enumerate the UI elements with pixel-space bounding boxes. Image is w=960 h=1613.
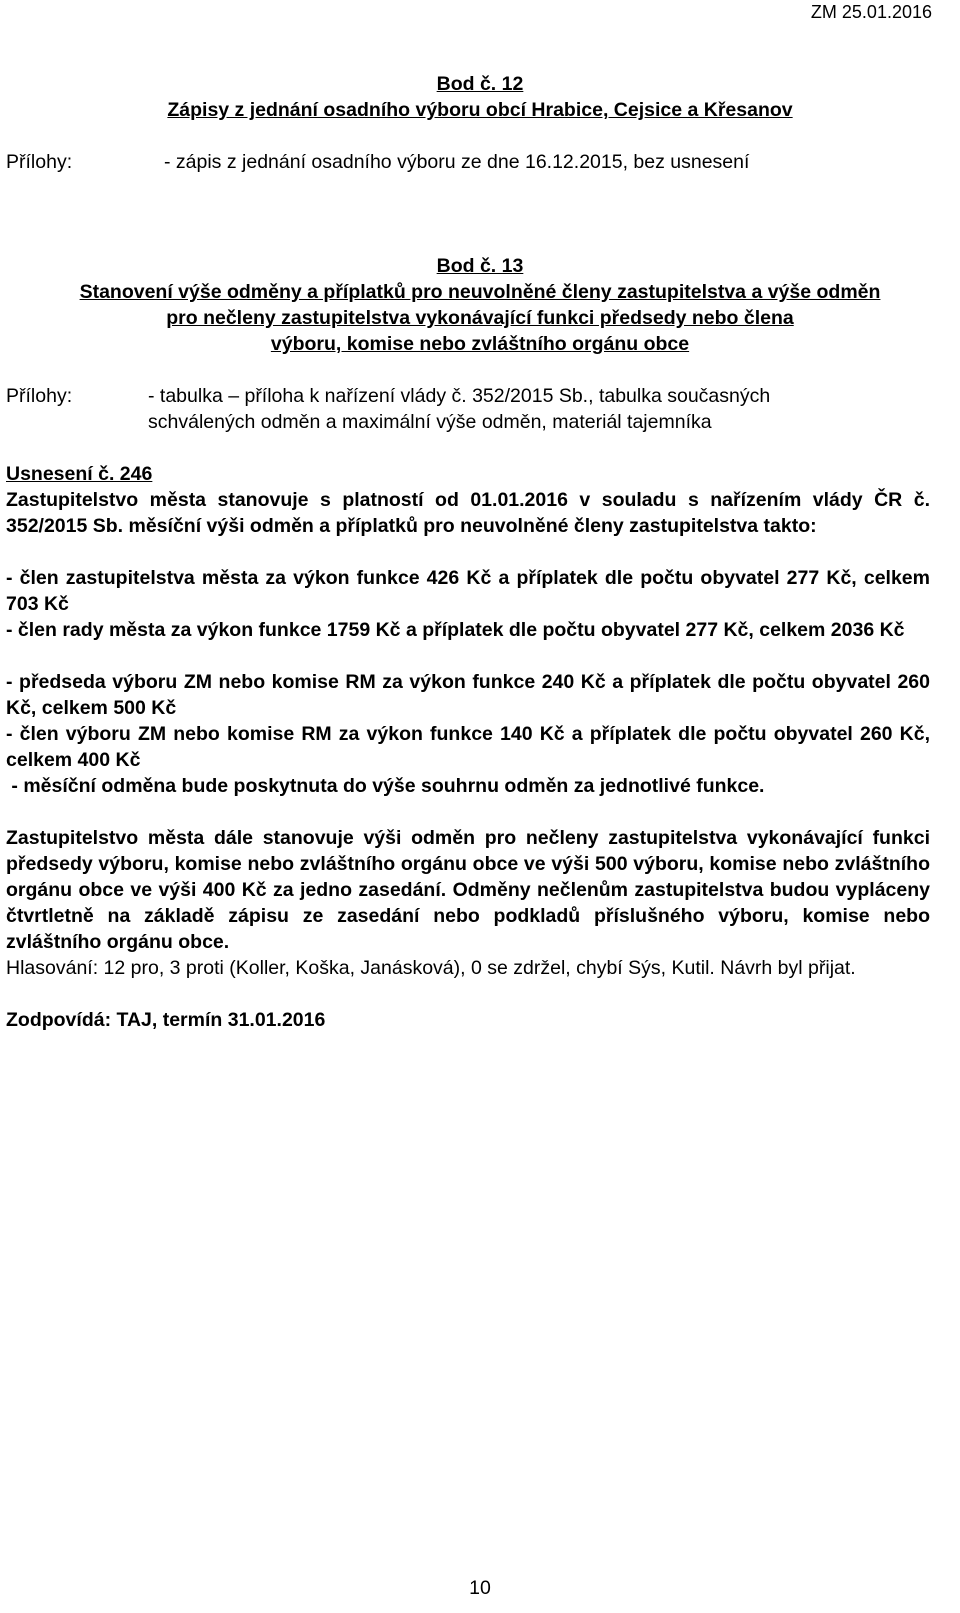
- resolution-item: - člen zastupitelstva města za výkon funkce 426 Kč a příplatek dle počtu obyvatel 277 Kč, celkem 703 Kč: [6, 567, 930, 615]
- item13-title: Bod č. 13: [436, 255, 524, 277]
- resolution-item: - předseda výboru ZM nebo komise RM za výkon funkce 240 Kč a příplatek dle počtu obyvatel 260 Kč, celkem 500 Kč: [6, 671, 930, 719]
- responsible: Zodpovídá: TAJ, termín 31.01.2016: [6, 1009, 326, 1031]
- resolution-label: Usnesení č. 246: [6, 463, 153, 485]
- meeting-header: ZM 25.01.2016: [810, 2, 932, 22]
- item12-attachments-label: Přílohy:: [6, 151, 73, 173]
- item13-attachments-label: Přílohy:: [6, 385, 73, 407]
- resolution-intro: Zastupitelstvo města stanovuje s platností od 01.01.2016 v souladu s nařízením vlády ČR č. 352/2015 Sb. měsíční výši odměn a příplatků pro neuvolněné členy zastupitelstva takto:: [6, 489, 930, 537]
- item13-attachments-line: schválených odměn a maximální výše odměn, materiál tajemníka: [148, 411, 712, 433]
- item13-attachments-line: - tabulka – příloha k nařízení vlády č. 352/2015 Sb., tabulka současných: [148, 385, 771, 407]
- item12-subtitle: Zápisy z jednání osadního výboru obcí Hrabice, Cejsice a Křesanov: [167, 99, 793, 121]
- page-number: 10: [469, 1577, 491, 1599]
- resolution-paragraph: Zastupitelstvo města dále stanovuje výši odměn pro nečleny zastupitelstva vykonávající funkci předsedy výboru, komise nebo zvláštního orgánu obce ve výši 500 výboru, komise nebo zvláštního orgánu obce ve výši 400 Kč za jedno zasedání. Odměny nečlenům zastupitelstva budou vypláceny čtvrtletně na základě zápisu ze zasedání nebo podkladů příslušného výboru, komise nebo zvláštního orgánu obce.: [6, 827, 930, 953]
- resolution-last-item: - měsíční odměna bude poskytnuta do výše souhrnu odměn za jednotlivé funkce.: [6, 775, 765, 797]
- resolution-item: - člen rady města za výkon funkce 1759 Kč a příplatek dle počtu obyvatel 277 Kč, celkem 2036 Kč: [6, 619, 905, 641]
- item12-title: Bod č. 12: [436, 73, 524, 95]
- resolution-item: - člen výboru ZM nebo komise RM za výkon funkce 140 Kč a příplatek dle počtu obyvatel 260 Kč, celkem 400 Kč: [6, 723, 930, 771]
- item13-subtitle-line: Stanovení výše odměny a příplatků pro neuvolněné členy zastupitelstva a výše odměn: [79, 281, 881, 303]
- voting-result: Hlasování: 12 pro, 3 proti (Koller, Koška, Janásková), 0 se zdržel, chybí Sýs, Kutil. Návrh byl přijat.: [6, 957, 856, 979]
- item13-subtitle-line: výboru, komise nebo zvláštního orgánu obce: [270, 333, 690, 355]
- item13-subtitle-line: pro nečleny zastupitelstva vykonávající funkci předsedy nebo člena: [166, 307, 794, 329]
- item12-attachments: - zápis z jednání osadního výboru ze dne 16.12.2015, bez usnesení: [164, 151, 750, 173]
